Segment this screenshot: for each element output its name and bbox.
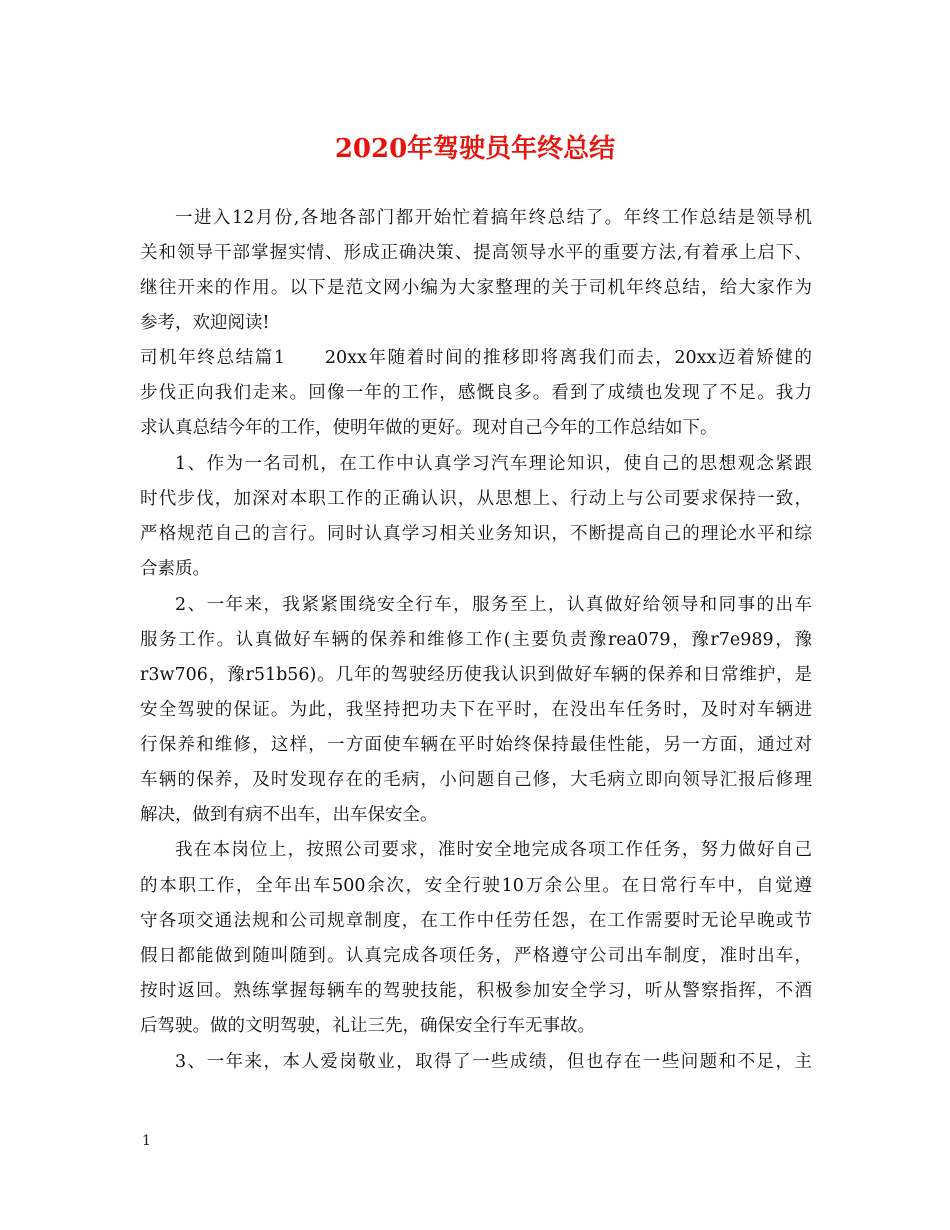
text-line: 的本职工作，全年出车500余次，安全行驶10万余公里。在日常行车中，自觉遵 bbox=[140, 876, 812, 896]
text-line: r3w706，豫r51b56)。几年的驾驶经历使我认识到做好车辆的保养和日常维护，是 bbox=[140, 665, 812, 685]
text-line: 1、作为一名司机，在工作中认真学习汽车理论知识，使自己的思想观念紧跟 bbox=[175, 454, 812, 474]
page-title: 2020年驾驶员年终总结 bbox=[334, 134, 616, 164]
page-number: 1 bbox=[142, 1133, 151, 1149]
text-line: 车辆的保养，及时发现存在的毛病，小问题自己修，大毛病立即向领导汇报后修理 bbox=[140, 770, 812, 790]
text-line: 参考，欢迎阅读! bbox=[140, 313, 270, 333]
text-line: 后驾驶。做的文明驾驶，礼让三先，确保安全行车无事故。 bbox=[140, 1016, 595, 1036]
text-line: 严格规范自己的言行。同时认真学习相关业务知识，不断提高自己的理论水平和综 bbox=[140, 524, 812, 544]
text-line: 按时返回。熟练掌握每辆车的驾驶技能，积极参加安全学习，听从警察指挥，不酒 bbox=[140, 981, 812, 1001]
text-line: 步伐正向我们走来。回像一年的工作，感慨良多。看到了成绩也发现了不足。我力 bbox=[140, 383, 812, 403]
text-line: 行保养和维修，这样，一方面使车辆在平时始终保持最佳性能，另一方面，通过对 bbox=[140, 735, 812, 755]
text-line: 求认真总结今年的工作，使明年做的更好。现对自己今年的工作总结如下。 bbox=[140, 418, 718, 438]
text-line: 安全驾驶的保证。为此，我坚持把功夫下在平时，在没出车任务时，及时对车辆进 bbox=[140, 700, 812, 720]
text-line: 2、一年来，我紧紧围绕安全行车，服务至上，认真做好给领导和同事的出车 bbox=[175, 595, 812, 615]
text-line: 司机年终总结篇1 20xx年随着时间的推移即将离我们而去，20xx迈着矫健的 bbox=[140, 348, 812, 368]
text-line: 关和领导干部掌握实情、形成正确决策、提高领导水平的重要方法,有着承上启下、 bbox=[140, 243, 812, 263]
text-line: 3、一年来，本人爱岗敬业，取得了一些成绩，但也存在一些问题和不足，主 bbox=[175, 1052, 812, 1072]
text-line: 假日都能做到随叫随到。认真完成各项任务，严格遵守公司出车制度，准时出车， bbox=[140, 946, 812, 966]
text-line: 解决，做到有病不出车，出车保安全。 bbox=[140, 805, 438, 825]
text-line: 我在本岗位上，按照公司要求，准时安全地完成各项工作任务，努力做好自己 bbox=[175, 840, 812, 860]
text-line: 时代步伐，加深对本职工作的正确认识，从思想上、行动上与公司要求保持一致， bbox=[140, 489, 812, 509]
text-line: 合素质。 bbox=[140, 559, 210, 579]
text-line: 守各项交通法规和公司规章制度，在工作中任劳任怨，在工作需要时无论早晚或节 bbox=[140, 911, 812, 931]
text-line: 一进入12月份,各地各部门都开始忙着搞年终总结了。年终工作总结是领导机 bbox=[175, 208, 812, 228]
text-line: 服务工作。认真做好车辆的保养和维修工作(主要负责豫rea079，豫r7e989，豫 bbox=[140, 630, 812, 650]
text-line: 继往开来的作用。以下是范文网小编为大家整理的关于司机年终总结，给大家作为 bbox=[140, 278, 812, 298]
